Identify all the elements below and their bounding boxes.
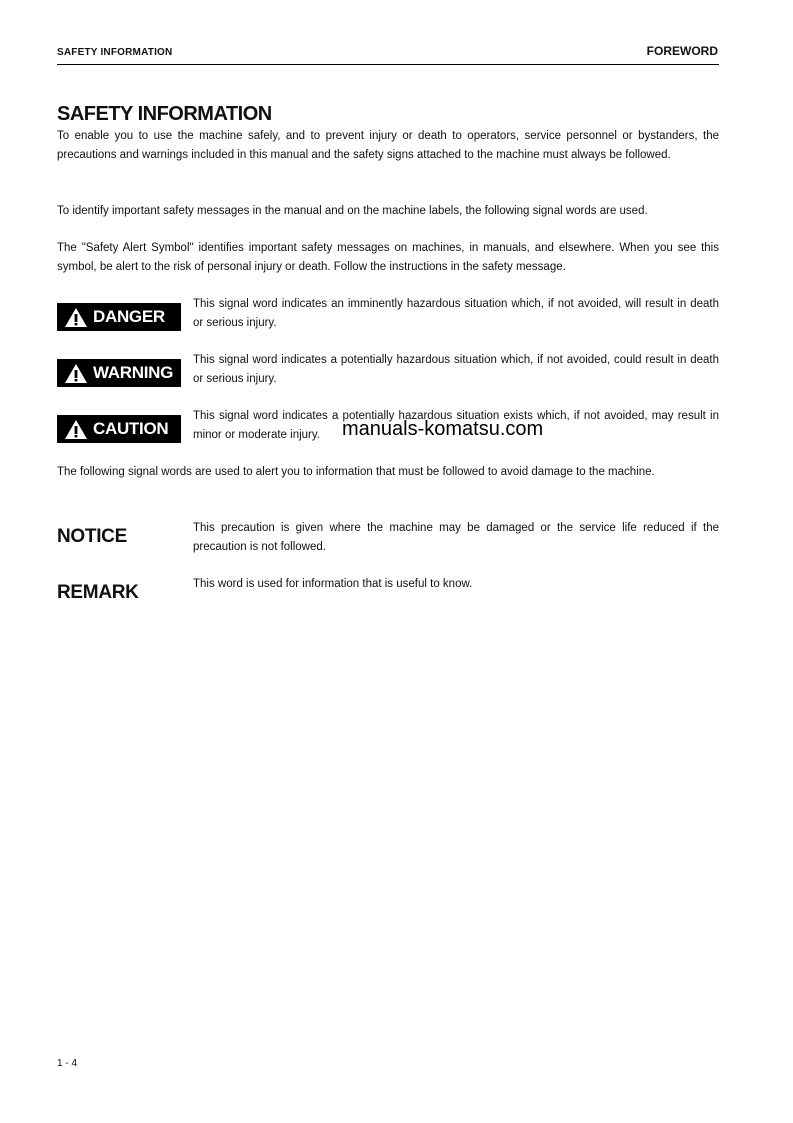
notice-label: NOTICE xyxy=(57,526,127,547)
danger-label-text: DANGER xyxy=(93,307,165,326)
caution-description: This signal word indicates a potentially hazardous situation exists which, if not avoided, may result in minor or moderate injury. xyxy=(193,410,719,441)
header-section-title: SAFETY INFORMATION xyxy=(57,47,173,58)
page-title: SAFETY INFORMATION xyxy=(57,103,272,125)
remark-label: REMARK xyxy=(57,582,139,603)
danger-label xyxy=(57,303,181,331)
notice-description: This precaution is given where the machine may be damaged or the service life reduced if the precaution is not followed. xyxy=(193,522,719,553)
watermark: manuals-komatsu.com xyxy=(342,418,544,440)
safety-alert-icon xyxy=(64,419,88,440)
caution-label-text: CAUTION xyxy=(93,419,169,438)
warning-label-text: WARNING xyxy=(93,363,174,382)
safety-alert-icon xyxy=(64,363,88,384)
warning-label xyxy=(57,359,181,387)
safety-alert-paragraph: The "Safety Alert Symbol" identifies important safety messages on machines, in manuals, and elsewhere. When you see this symbol, be alert to the risk of personal injury or death. Follow the instructions in the safety message. xyxy=(57,242,719,273)
signal-words-paragraph: To identify important safety messages in the manual and on the machine labels, the following signal words are used. xyxy=(57,205,648,217)
header-rule xyxy=(57,64,719,65)
safety-alert-icon xyxy=(64,307,88,328)
page-number: 1 - 4 xyxy=(57,1058,78,1069)
header-chapter-title: FOREWORD xyxy=(646,44,718,58)
property-damage-paragraph: The following signal words are used to alert you to information that must be followed to avoid damage to the machine. xyxy=(57,466,655,478)
caution-label xyxy=(57,415,181,443)
intro-paragraph: To enable you to use the machine safely, and to prevent injury or death to operators, service personnel or bystanders, the precautions and warnings included in this manual and the safety signs attached to the machine must always be followed. xyxy=(57,130,719,161)
warning-description: This signal word indicates a potentially hazardous situation which, if not avoided, could result in death or serious injury. xyxy=(193,354,719,385)
danger-description: This signal word indicates an imminently hazardous situation which, if not avoided, will result in death or serious injury. xyxy=(193,298,719,329)
remark-description: This word is used for information that is useful to know. xyxy=(193,578,473,590)
